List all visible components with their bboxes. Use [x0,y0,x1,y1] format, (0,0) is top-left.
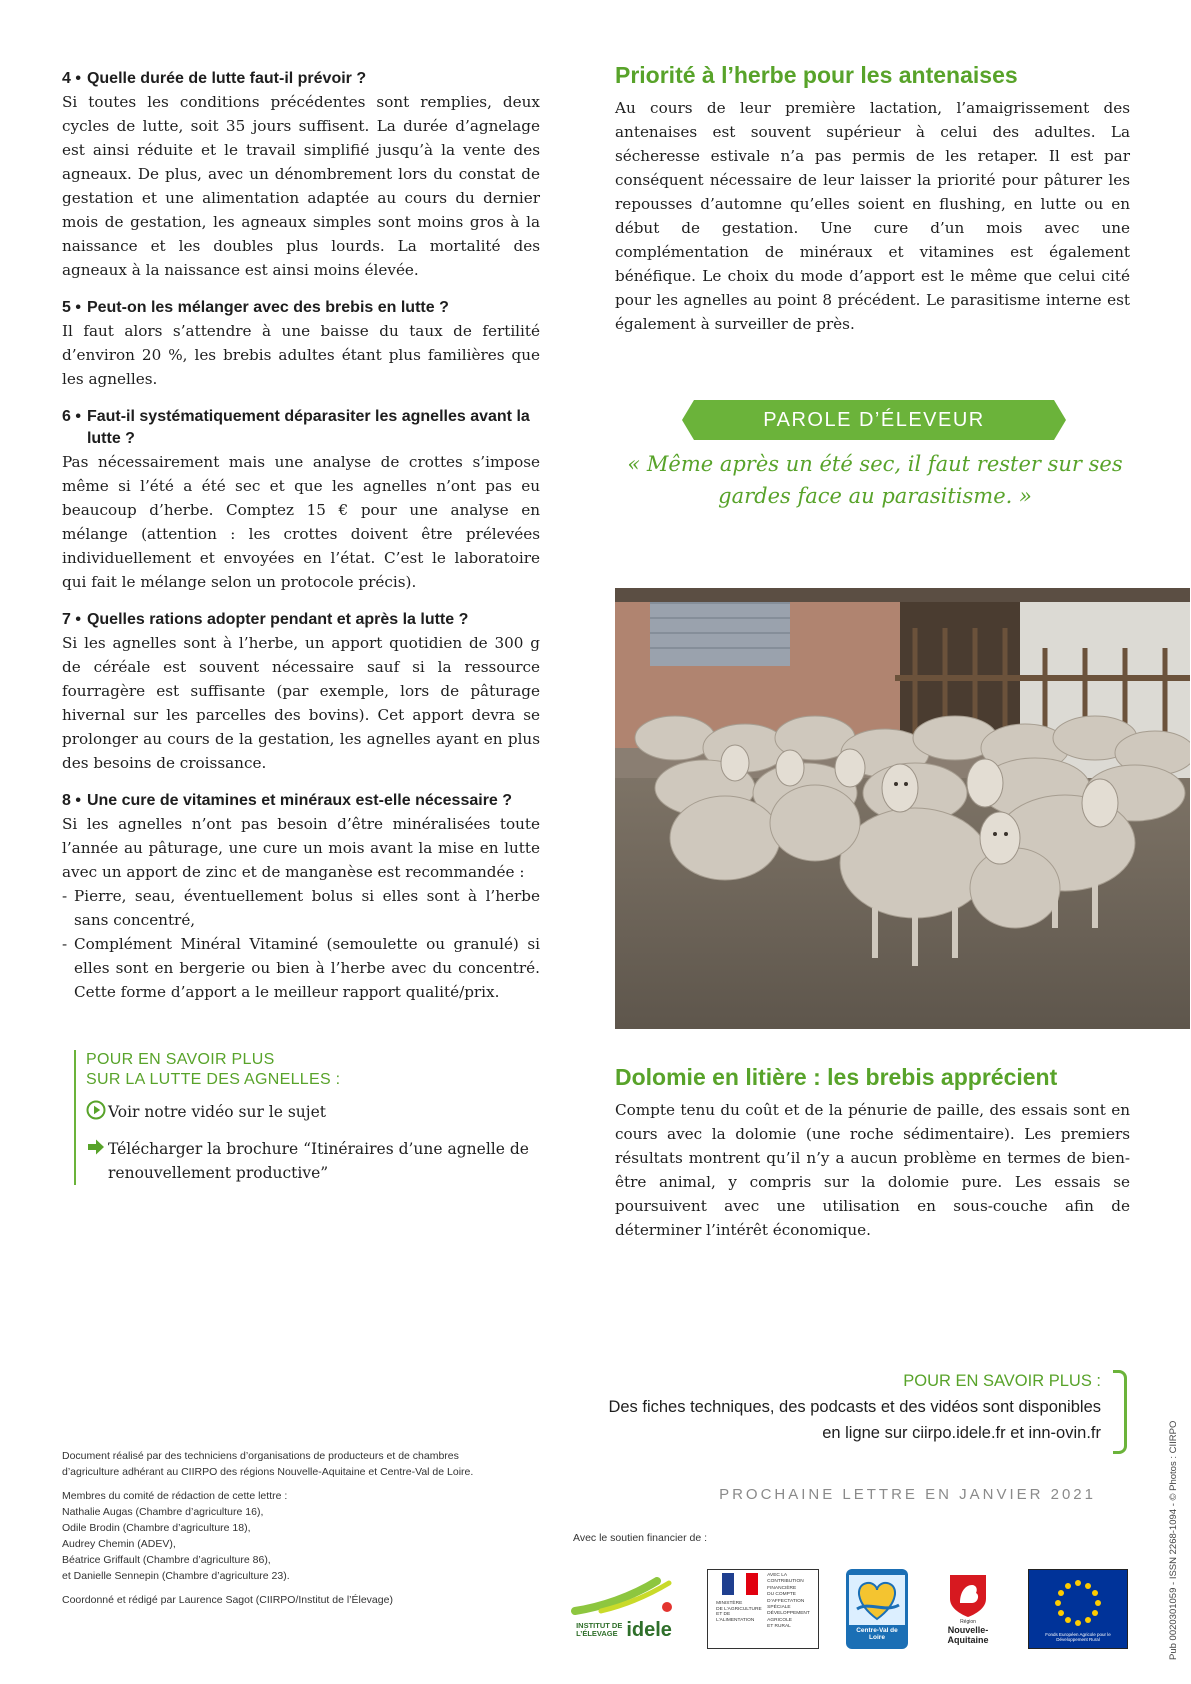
question-body: Si toutes les conditions précédentes sont remplies, deux cycles de lutte, soit 35 jours suffisent. La durée d’agnelage est ainsi réduite et le travail simplifié jusqu’à la vente des agneaux. De plus, avec un dénombrement lors du constat de gestation et une alimentation adaptée au cours du dernier mois de gestation, les agneaux simples sont moins gros à la naissance et les doubles plus lourds. La mortalité des agneaux à la naissance est ainsi moins élevée. [62,93,540,279]
parole-eleveur-banner: PAROLE D’ÉLEVEUR [694,400,1054,440]
lion-crest-icon [948,1573,988,1619]
centre-val-de-loire-logo: Centre-Val de Loire [846,1569,908,1649]
eu-feader-logo: Fonds Européen Agricole pour le Développement Rural [1028,1569,1128,1649]
question-title: 8 • Une cure de vitamines et minéraux est-elle nécessaire ? [62,792,513,809]
more-info-box [74,1050,539,1185]
question-body: Si les agnelles sont à l’herbe, un apport quotidien de 300 g de céréale est souvent nécessaire sauf si la ressource fourragère est suffisante (par exemple, lors de pâturage hivernal sur les parcelles des bovins). Cet apport devra se prolonger au cours de la gestation, les agnelles ayant en plus des besoins de croissance. [62,634,540,772]
play-icon [86,1100,108,1127]
arrow-right-icon [86,1137,108,1185]
sponsor-label: Avec le soutien financier de : [573,1532,708,1544]
ministere-logo: MINISTÈRE DE L’AGRICULTURE ET DE L’ALIMENTATION AVEC LA CONTRIBUTION FINANCIÈRE DU COMPTE D’AFFECTATION SPÉCIALE DÉVELOPPEMENT AGRICOLE ET RURAL [707,1569,819,1649]
heart-icon [849,1575,905,1625]
sheep-photo-illustration [615,588,1190,1029]
question-4 [62,68,540,282]
idele-swoosh-icon [571,1577,677,1617]
bracket-decoration [1113,1370,1127,1454]
right-column [615,60,1130,336]
nouvelle-aquitaine-logo: Région Nouvelle-Aquitaine [935,1569,1001,1649]
list-item: - Pierre, seau, éventuellement bolus si elles sont à l’herbe sans concentré, [62,887,540,929]
dolomie-title: Dolomie en litière : les brebis apprécient [615,1064,1058,1090]
dolomie-section [615,1062,1130,1242]
sponsor-logos [568,1566,1128,1652]
more-info-title: POUR EN SAVOIR PLUS SUR LA LUTTE DES AGNELLES : [86,1051,341,1088]
question-title: 4 • Quelle durée de lutte faut-il prévoir ? [62,70,367,87]
video-link[interactable]: Voir notre vidéo sur le sujet [86,1100,539,1127]
list-item: - Complément Minéral Vitaminé (semoulette ou granulé) si elles sont en bergerie ou bien à l’herbe avec du concentré. Cette forme d’apport a le meilleur rapport qualité/prix. [62,935,540,1001]
question-8 [62,790,540,1004]
marianne-flag-icon [722,1573,758,1595]
question-body: Si les agnelles n’ont pas besoin d’être minéralisées toute l’année au pâturage, une cure un mois avant la mise en lutte avec un apport de zinc et de manganèse est recommandée : - Pierre, seau, éventuellement bolus si elles sont à l’herbe sans concentré, - Complément Minéral Vitaminé (semoulette ou granulé) si elles sont en bergerie ou bien à l’herbe avec du concentré. Cette forme d’apport a le meilleur rapport qualité/prix. [62,812,540,1004]
question-6 [62,406,540,594]
bullet-list [62,884,540,1004]
question-5 [62,297,540,391]
question-title: 6 • Faut-il systématiquement déparasiter les agnelles avant la lutte ? [62,408,530,447]
next-letter-notice: PROCHAINE LETTRE EN JANVIER 2021 [719,1486,1096,1503]
question-7 [62,609,540,775]
dolomie-body: Compte tenu du coût et de la pénurie de paille, des essais sont en cours avec la dolomie (une roche sédimentaire). Les premiers résultats montrent qu’il n’y a aucun problème en termes de bien-être animal, y compris sur la dolomie pure. Les essais se poursuivent avec une utilisation en sous-couche afin de déterminer l’intérêt économique. [615,1101,1130,1239]
eu-stars-icon [1048,1575,1108,1631]
antenaises-body: Au cours de leur première lactation, l’amaigrissement des antenaises est souvent supérieur à celui des adultes. La sécheresse estivale n’a pas permis de les retaper. Il est par conséquent nécessaire de leur laisser la priorité pour pâturer les repousses d’automne qu’elles soient en flushing, en lutte ou en début de gestation. Une cure d’un mois avec une complémentation de minéraux et vitamines est également bénéfique. Le choix du mode d’apport est le même que celui cité pour les agnelles au point 8 précédent. Le parasitisme interne est également à surveiller de près. [615,99,1130,333]
eu-stars [1055,1580,1101,1626]
editorial-members: Membres du comité de rédaction de cette lettre : Nathalie Augas (Chambre d’agriculture 16), Odile Brodin (Chambre d’agriculture 18), Audrey Chemin (ADEV), Béatrice Griffault (Chambre d’agriculture 86), et Danielle Sennepin (Chambre d’agriculture 23). [62,1490,290,1582]
question-body: Pas nécessairement mais une analyse de crottes s’impose même si l’été a été sec et que les agnelles n’ont pas eu beaucoup d’herbe. Comptez 15 € pour une analyse en mélange (attention : les crottes doivent être prélevées individuellement et envoyées en l’état. C’est le laboratoire qui fait le mélange selon un protocole précis). [62,453,540,591]
sheep-barn-photo [615,588,1190,1029]
credits: Document réalisé par des techniciens d’organisations de producteurs et de chambres d’agriculture adhérant au CIIRPO des régions Nouvelle-Aquitaine et Centre-Val de Loire. Membres du comité de rédaction de cette lettre : Nathalie Augas (Chambre d’agriculture 16), Odile Brodin (Chambre d’agriculture 18), Audrey Chemin (ADEV), Béatrice Griffault (Chambre d’agriculture 86), et Danielle Sennepin (Chambre d’agriculture 23). Coordonné et rédigé par Laurence Sagot (CIIRPO/Institut de l’Élevage) [62,1448,482,1608]
breeder-quote: « Même après un été sec, il faut rester sur ses gardes face au parasitisme. » [627,452,1123,508]
publication-info: Pub 0020301059 - ISSN 2268-1094 - © Photos : CIIRPO [1168,1420,1179,1660]
left-column [62,68,540,1019]
antenaises-title: Priorité à l’herbe pour les antenaises [615,62,1018,88]
question-title: 5 • Peut-on les mélanger avec des brebis en lutte ? [62,299,449,316]
footer-links[interactable]: en ligne sur ciirpo.idele.fr et inn-ovin.fr [822,1424,1101,1442]
question-body: Il faut alors s’attendre à une baisse du taux de fertilité d’environ 20 %, les brebis adultes étant plus familières que les agnelles. [62,322,540,388]
brochure-link[interactable]: Télécharger la brochure “Itinéraires d’une agnelle de renouvellement productive” [86,1137,539,1185]
footer-more-info: POUR EN SAVOIR PLUS : Des fiches techniques, des podcasts et des vidéos sont disponibles en ligne sur ciirpo.idele.fr et inn-ovin.fr [608,1368,1101,1446]
question-title: 7 • Quelles rations adopter pendant et après la lutte ? [62,611,469,628]
idele-logo: INSTITUT DE L’ÉLEVAGE idele [568,1569,680,1649]
